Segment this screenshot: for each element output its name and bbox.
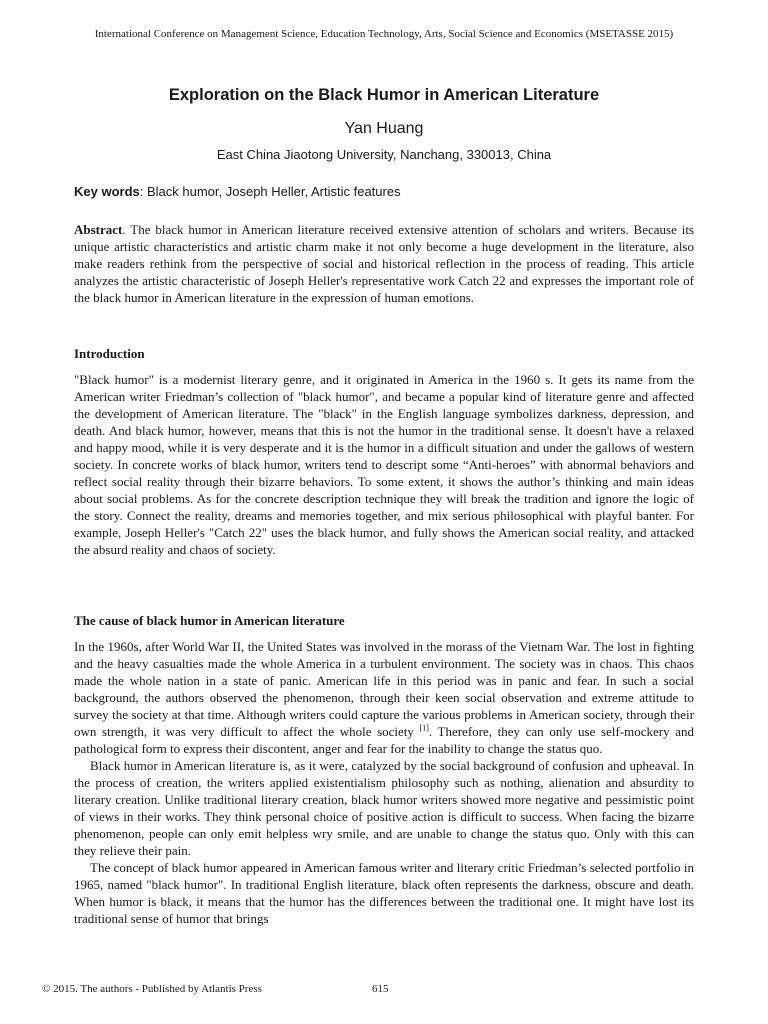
abstract-label: Abstract [74, 222, 123, 237]
section-heading-cause: The cause of black humor in American literature [74, 613, 345, 628]
section-heading-introduction: Introduction [74, 346, 145, 361]
introduction-paragraph: "Black humor" is a modernist literary genre, and it originated in America in the 1960 s. It gets its name from the American writer Friedman’s collection of "black humor", and became a popular kind of literature genre and affected the development of American literature. The "black" in the English language symbolizes darkness, depression, and death. And black humor, however, means that this is not the humor in the traditional sense. It doesn't have a relaxed and happy mood, while it is very desperate and it is the humor in a difficult situation and under the gallows of western society. In concrete works of black humor, writers tend to descript some “Anti-heroes” with abnormal behaviors and reflect social reality through their bizarre behaviors. To some extent, it shows the author’s thinking and main ideas about social problems. As for the concrete description technique they will break the tradition and ignore the logic of the story. Connect the reality, dreams and memories together, and mix serious philosophical with playful banter. For example, Joseph Heller's "Catch 22" uses the black humor, and fully shows the American social reality, and attacked the absurd reality and chaos of society. [74, 372, 694, 557]
keywords-text: : Black humor, Joseph Heller, Artistic features [139, 184, 401, 199]
cause-paragraph-1-text-b: . Therefore, they can only use self-mockery and pathological form to express their discontent, anger and fear for the inability to change the status quo. [74, 724, 694, 756]
abstract-text: . The black humor in American literature received extensive attention of scholars and writers. Because its unique artistic characteristics and artistic charm make it not only become a huge development in the literature, also make readers rethink from the perspective of social and historical reflection in the process of reading. This article analyzes the artistic characteristic of Joseph Heller's representative work Catch 22 and expresses the important role of the black humor in American literature in the expression of human emotions. [74, 222, 694, 305]
cause-paragraph-1-text-a: In the 1960s, after World War II, the United States was involved in the morass of the Vietnam War. The lost in fighting and the heavy casualties made the whole America in a turbulent environment. The society was in chaos. This chaos made the whole nation in a state of panic. American life in this period was in panic and fear. In such a social background, the authors observed the phenomenon, through their keen social observation and extreme attitude to survey the society at that time. Although writers could capture the various problems in American society, through their own strength, it was very difficult to affect the whole society [74, 639, 694, 739]
cause-section-body [74, 638, 694, 927]
cause-paragraph-3: The concept of black humor appeared in American famous writer and literary critic Friedman’s selected portfolio in 1965, named "black humor". In traditional English literature, black often represents the darkness, obscure and death. When humor is black, it means that the humor has the differences between the traditional one. It might have lost its traditional sense of humor that brings [74, 860, 694, 926]
author-name: Yan Huang [344, 120, 424, 137]
keywords-line [74, 184, 694, 199]
running-header: International Conference on Management Science, Education Technology, Arts, Social Science and Economics (MSETASSE 2015) [94, 28, 674, 40]
cause-paragraph-2: Black humor in American literature is, as it were, catalyzed by the social background of confusion and upheaval. In the process of creation, the writers applied existentialism philosophy such as nothing, alienation and absurdity to literary creation. Unlike traditional literary creation, black humor writers showed more negative and pessimistic point of views in their works. They think personal choice of positive action is difficult to success. When facing the bizarre phenomenon, people can only emit helpless wry smile, and are unable to change the status quo. Only with this can they relieve their pain. [74, 758, 694, 858]
author-affiliation: East China Jiaotong University, Nanchang, 330013, China [216, 147, 552, 162]
paper-title: Exploration on the Black Humor in American Literature [168, 86, 600, 104]
citation-ref-1: [1] [419, 723, 429, 733]
cause-paragraph-1 [74, 638, 694, 757]
keywords-label: Key words [74, 184, 140, 199]
footer-page-number: 615 [372, 983, 389, 995]
footer-copyright: © 2015. The authors - Published by Atlantis Press [42, 983, 262, 995]
abstract-paragraph [74, 221, 694, 306]
